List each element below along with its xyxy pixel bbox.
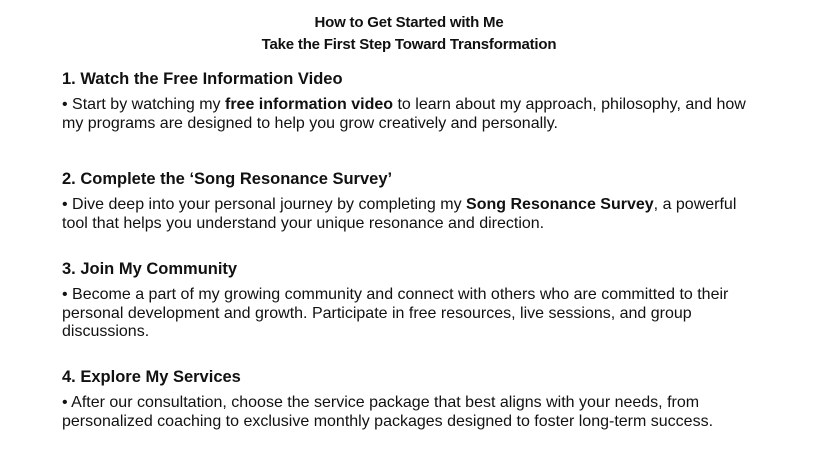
step-text-continued: , a powerful tool that helps you understand your unique resonance and direction. — [62, 196, 737, 232]
step-title: 4. Explore My Services — [62, 368, 241, 386]
step-title: 1. Watch the Free Information Video — [62, 70, 343, 88]
bullet: • — [62, 286, 68, 303]
step-join-community — [62, 259, 762, 342]
step-title: 2. Complete the ‘Song Resonance Survey’ — [62, 170, 393, 188]
bullet: • — [62, 394, 68, 411]
step-watch-video — [62, 69, 762, 133]
step-text: Start by watching my — [67, 96, 225, 113]
step-emphasis: Song Resonance Survey — [466, 196, 654, 213]
step-description — [62, 286, 762, 342]
step-text-continued: to learn about my approach, philosophy, and how my programs are designed to help you grow creatively and personally. — [62, 96, 746, 132]
step-text: Become a part of my growing community and connect with others who are committed to their personal development and growth. Participate in free resources, live sessions, and group discussions. — [62, 286, 729, 340]
step-emphasis: free information video — [225, 96, 394, 113]
bullet: • — [62, 196, 68, 213]
step-description — [62, 394, 762, 431]
step-explore-services — [62, 367, 762, 431]
step-complete-survey — [62, 169, 762, 233]
step-description — [62, 96, 762, 133]
page-title: How to Get Started with Me — [314, 14, 504, 31]
page-subtitle: Take the First Step Toward Transformation — [261, 36, 557, 53]
step-text: After our consultation, choose the service package that best aligns with your needs, from personalized coaching to exclusive monthly packages designed to foster long-term success. — [62, 394, 714, 430]
step-description — [62, 196, 762, 233]
bullet: • — [62, 96, 68, 113]
step-title: 3. Join My Community — [62, 260, 238, 278]
step-text: Dive deep into your personal journey by completing my — [67, 196, 467, 213]
